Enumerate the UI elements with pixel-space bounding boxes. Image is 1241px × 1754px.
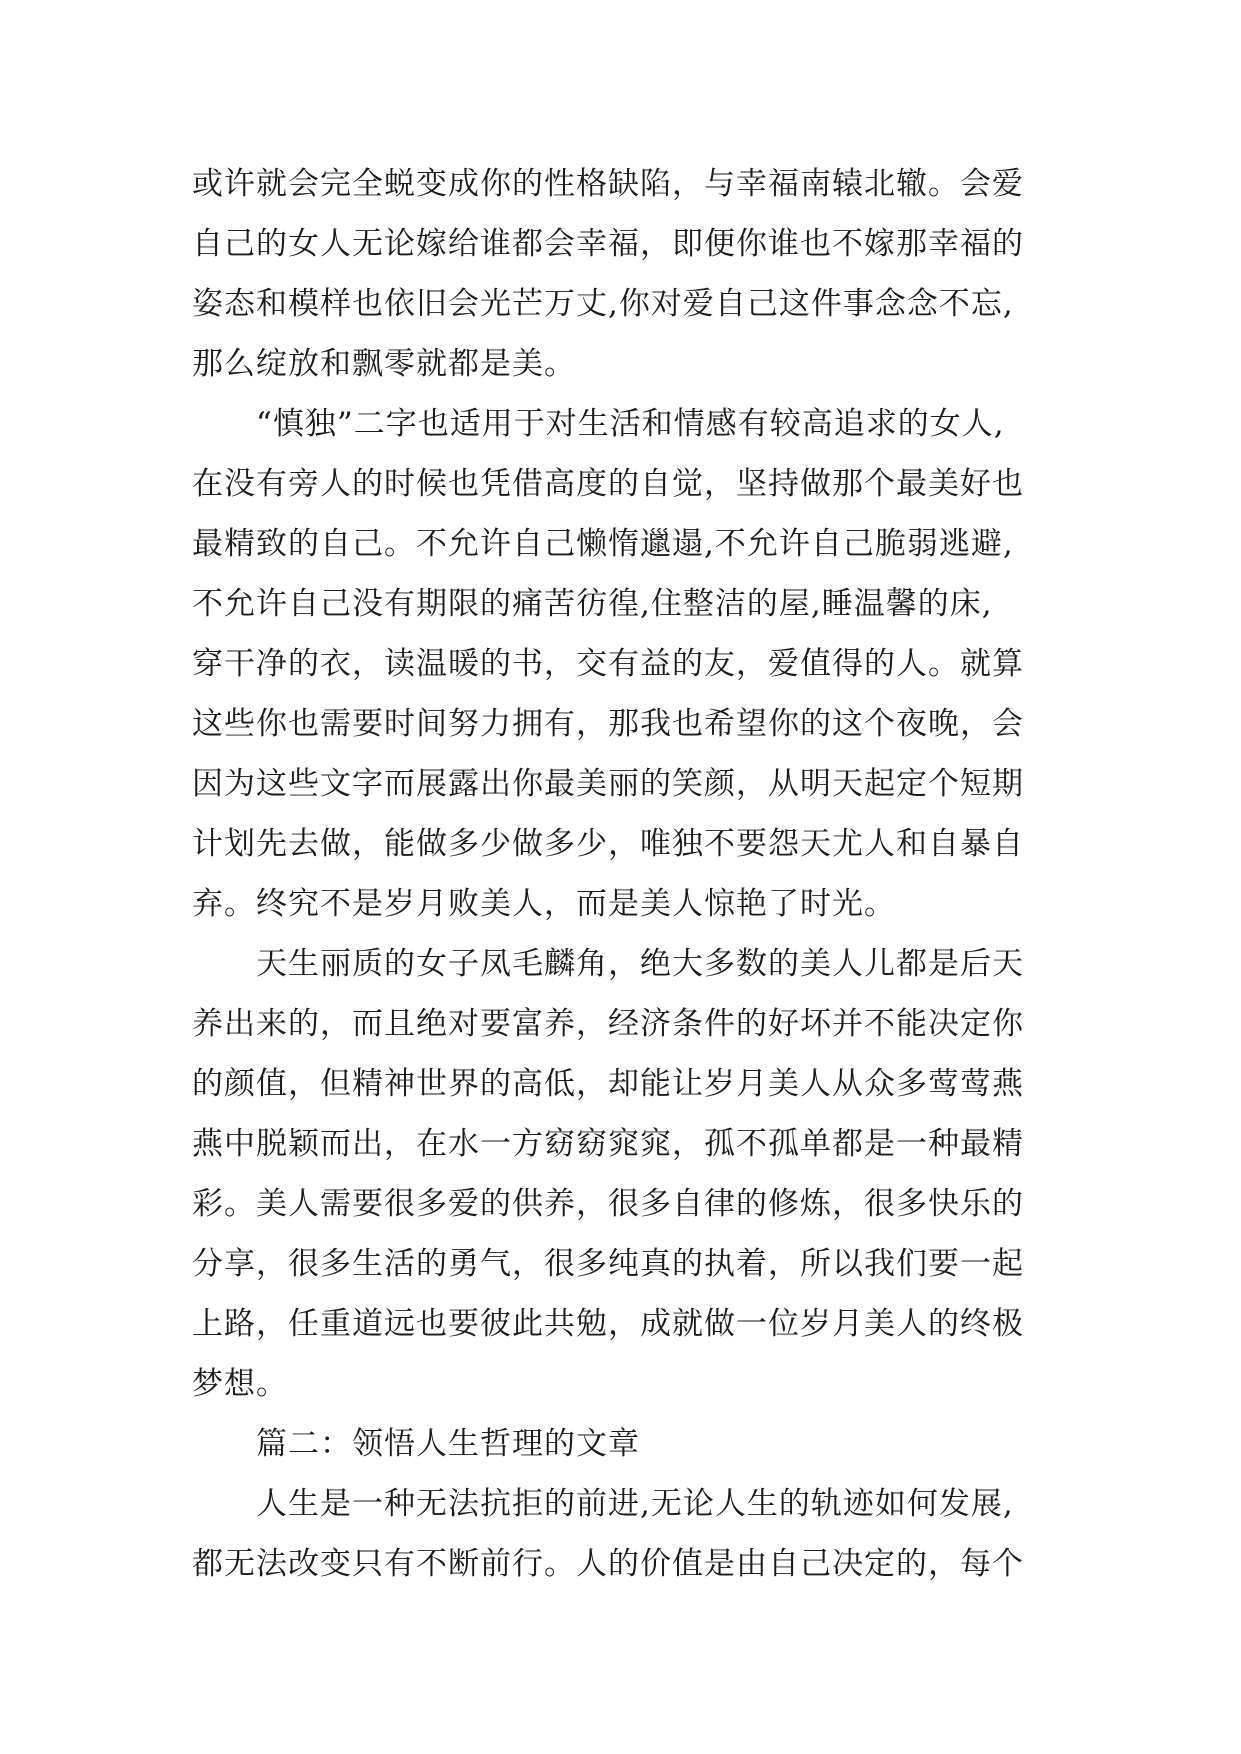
text-line: 彩。美人需要很多爱的供养，很多自律的修炼，很多快乐的 — [192, 1186, 1024, 1222]
text-line: 因为这些文字而展露出你最美丽的笑颜，从明天起定个短期 — [192, 766, 1024, 802]
text-line: 自己的女人无论嫁给谁都会幸福，即便你谁也不嫁那幸福的 — [192, 226, 1024, 262]
text-line: 的颜值，但精神世界的高低，却能让岁月美人从众多莺莺燕 — [192, 1066, 1024, 1102]
text-line: 那么绽放和飘零就都是美。 — [192, 346, 576, 382]
text-line: 都无法改变只有不断前行。人的价值是由自己决定的，每个 — [192, 1546, 1024, 1582]
text-line: 梦想。 — [192, 1366, 288, 1402]
text-line: 计划先去做，能做多少做多少，唯独不要怨天尤人和自暴自 — [192, 826, 1024, 862]
text-line: 在没有旁人的时候也凭借高度的自觉，坚持做那个最美好也 — [192, 466, 1024, 502]
text-line: 穿干净的衣，读温暖的书，交有益的友，爱值得的人。就算 — [192, 646, 1024, 682]
text-line: 分享，很多生活的勇气，很多纯真的执着，所以我们要一起 — [192, 1246, 1024, 1282]
text-line: 上路，任重道远也要彼此共勉，成就做一位岁月美人的终极 — [192, 1306, 1024, 1342]
text-line: 姿态和模样也依旧会光芒万丈,你对爱自己这件事念念不忘, — [192, 286, 1014, 322]
text-line: 弃。终究不是岁月败美人，而是美人惊艳了时光。 — [192, 886, 896, 922]
text-line: 燕中脱颖而出，在水一方窈窈窕窕，孤不孤单都是一种最精 — [192, 1126, 1024, 1162]
paragraph-start-line: 天生丽质的女子凤毛麟角，绝大多数的美人儿都是后天 — [256, 946, 1024, 982]
text-line: 不允许自己没有期限的痛苦彷徨,住整洁的屋,睡温馨的床, — [192, 586, 993, 622]
section-heading: 篇二：领悟人生哲理的文章 — [256, 1426, 640, 1462]
paragraph-start-line: 人生是一种无法抗拒的前进,无论人生的轨迹如何发展, — [256, 1486, 1014, 1522]
text-line: 最精致的自己。不允许自己懒惰邋遢,不允许自己脆弱逃避, — [192, 526, 1014, 562]
text-line: 这些你也需要时间努力拥有，那我也希望你的这个夜晚，会 — [192, 706, 1024, 742]
text-line: 养出来的，而且绝对要富养，经济条件的好坏并不能决定你 — [192, 1006, 1024, 1042]
text-line: 或许就会完全蜕变成你的性格缺陷，与幸福南辕北辙。会爱 — [192, 166, 1024, 202]
paragraph-start-line: “慎独”二字也适用于对生活和情感有较高追求的女人, — [256, 406, 1005, 442]
document-body — [192, 154, 1092, 1594]
